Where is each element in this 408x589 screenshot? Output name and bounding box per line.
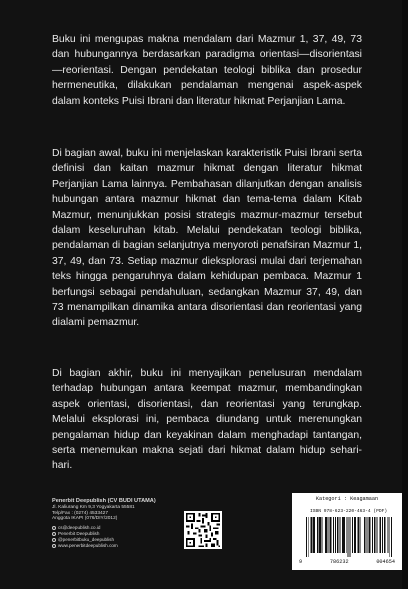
contact-facebook[interactable]: Penerbit Deepublish <box>52 531 192 537</box>
synopsis-paragraph-3: Di bagian akhir, buku ini menyajikan penelusuran mendalam terhadap hubungan antara keempat mazmur, membandingkan aspek orientasi, disorientasi, dan reorientasi yang terungkap. Melalui eksplorasi ini, pembaca diundang untuk merenungkan pengalaman hidup dan keyakinan dalam menghadapi tantangan, serta menemukan makna sejati dari hikmat dalam hidup sehari-hari. <box>52 368 362 472</box>
facebook-icon <box>52 532 56 536</box>
qr-code-graphic <box>184 511 222 549</box>
publisher-membership: Anggota IKAPI (076/DIY/2012) <box>52 516 118 522</box>
isbn-barcode <box>292 504 402 570</box>
category-label: Kategori : Keagamaan <box>292 493 402 504</box>
isbn-digit-prefix: 9 <box>299 559 303 565</box>
publisher-name: Penerbit Deepublish (CV BUDI UTAMA) <box>52 498 156 504</box>
isbn-digits <box>299 559 395 565</box>
synopsis-paragraph-1: Buku ini mengupas makna mendalam dari Mazmur 1, 37, 49, 73 dan hubungannya berdasarkan paradigma orientasi—disorientasi—reorientasi. Dengan pendekatan teologi biblika dan prosedur hermeneutika, dilakukan pendalaman mengenai aspek-aspek dalam konteks Puisi Ibrani dan literatur hikmat Perjanjian Lama. <box>52 34 362 107</box>
synopsis-paragraph-2: Di bagian awal, buku ini menjelaskan karakteristik Puisi Ibrani serta definisi dan kaitan mazmur hikmat dengan literatur hikmat Perjanjian Lama lainnya. Pembahasan dilanjutkan dengan analisis hubungan antara mazmur hikmat dan tema-tema dalam Kitab Mazmur, menunjukkan posisi strategis mazmur-mazmur tersebut dalam keseluruhan kitab. Melalui pendekatan teologi biblika, pendalaman di bagian selanjutnya menyoroti penafsiran Mazmur 1, 37, 49, dan 73. Setiap mazmur dieksplorasi mulai dari terjemahan teks hingga pengaruhnya dalam kehidupan pembaca. Mazmur 1 berfungsi sebagai pendahuluan, sedangkan Mazmur 37, 49, dan 73 menampilkan dinamika antara disorientasi dan reorientasi yang dialami pemazmur. <box>52 148 362 329</box>
email-icon <box>52 526 56 530</box>
qr-code[interactable] <box>184 511 222 549</box>
publisher-phone: Telp/Fax : (0274) 4533427 <box>52 510 109 516</box>
isbn-label: ISBN 978-623-220-463-4 (PDF) <box>310 509 388 514</box>
isbn-digit-right: 004654 <box>376 559 395 565</box>
barcode-bars <box>306 517 392 557</box>
cover-edge <box>402 0 408 589</box>
barcode-graphic <box>306 517 392 557</box>
contact-instagram[interactable]: @penerbitbuku_deepublish <box>52 537 192 543</box>
web-icon <box>52 544 56 548</box>
publisher-address: Jl. Kaliurang Km 9,3 Yogyakarta 55581 <box>52 505 135 510</box>
publisher-info <box>52 498 192 550</box>
instagram-icon <box>52 538 56 542</box>
isbn-digit-left: 786232 <box>329 559 349 565</box>
contact-website[interactable]: www.penerbitdeepublish.com <box>52 543 192 549</box>
contact-email[interactable]: cs@deepublish.co.id <box>52 525 192 531</box>
